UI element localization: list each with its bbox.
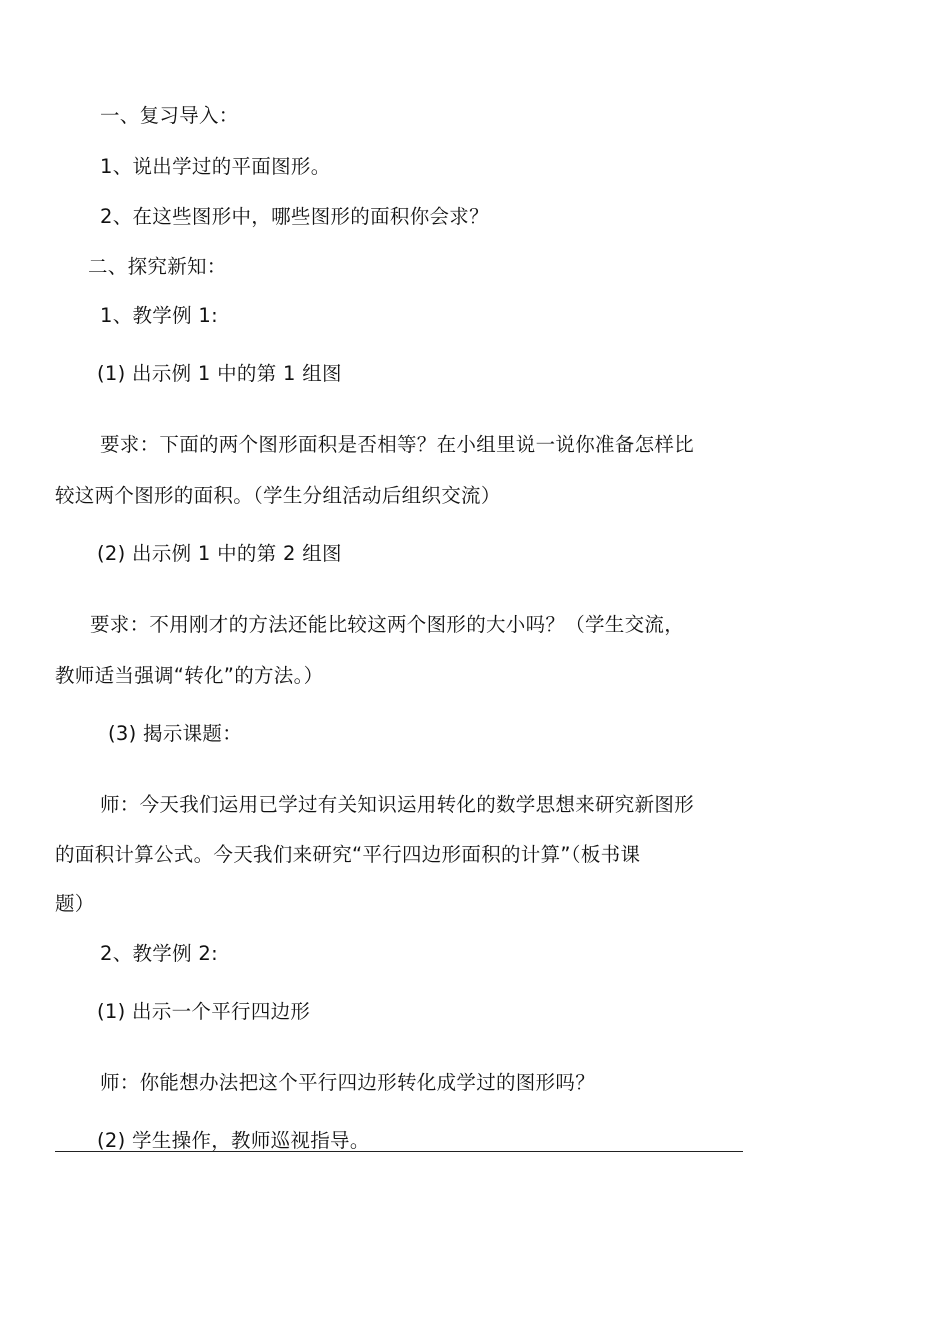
paragraph: (1) 出示例 1 中的第 1 组图 [97,362,342,385]
section-heading-review: 一、复习导入： [100,104,239,127]
paragraph: 师：今天我们运用已学过有关知识运用转化的数学思想来研究新图形 [100,793,695,816]
paragraph: 1、说出学过的平面图形。 [100,155,331,178]
paragraph: 较这两个图形的面积。（学生分组活动后组织交流） [55,484,501,507]
paragraph: 的面积计算公式。今天我们来研究“平行四边形面积的计算”（板书课 [55,843,641,866]
section-heading-explore: 二、探究新知： [88,255,227,278]
paragraph: 要求：不用刚才的方法还能比较这两个图形的大小吗？（学生交流， [90,613,685,636]
paragraph: 题） [55,892,95,915]
paragraph: 师：你能想办法把这个平行四边形转化成学过的图形吗？ [100,1071,596,1094]
paragraph: 要求：下面的两个图形面积是否相等？在小组里说一说你准备怎样比 [100,433,695,456]
bottom-divider [55,1151,743,1152]
paragraph: 教师适当强调“转化”的方法。） [55,664,324,687]
paragraph: (2) 出示例 1 中的第 2 组图 [97,542,342,565]
subheading-example-2: 2、教学例 2: [100,942,218,965]
paragraph: (2) 学生操作，教师巡视指导。 [97,1129,370,1152]
subheading-example-1: 1、教学例 1: [100,304,218,327]
paragraph: 2、在这些图形中，哪些图形的面积你会求？ [100,205,489,228]
paragraph: (3) 揭示课题： [108,722,243,745]
paragraph: (1) 出示一个平行四边形 [97,1000,311,1023]
